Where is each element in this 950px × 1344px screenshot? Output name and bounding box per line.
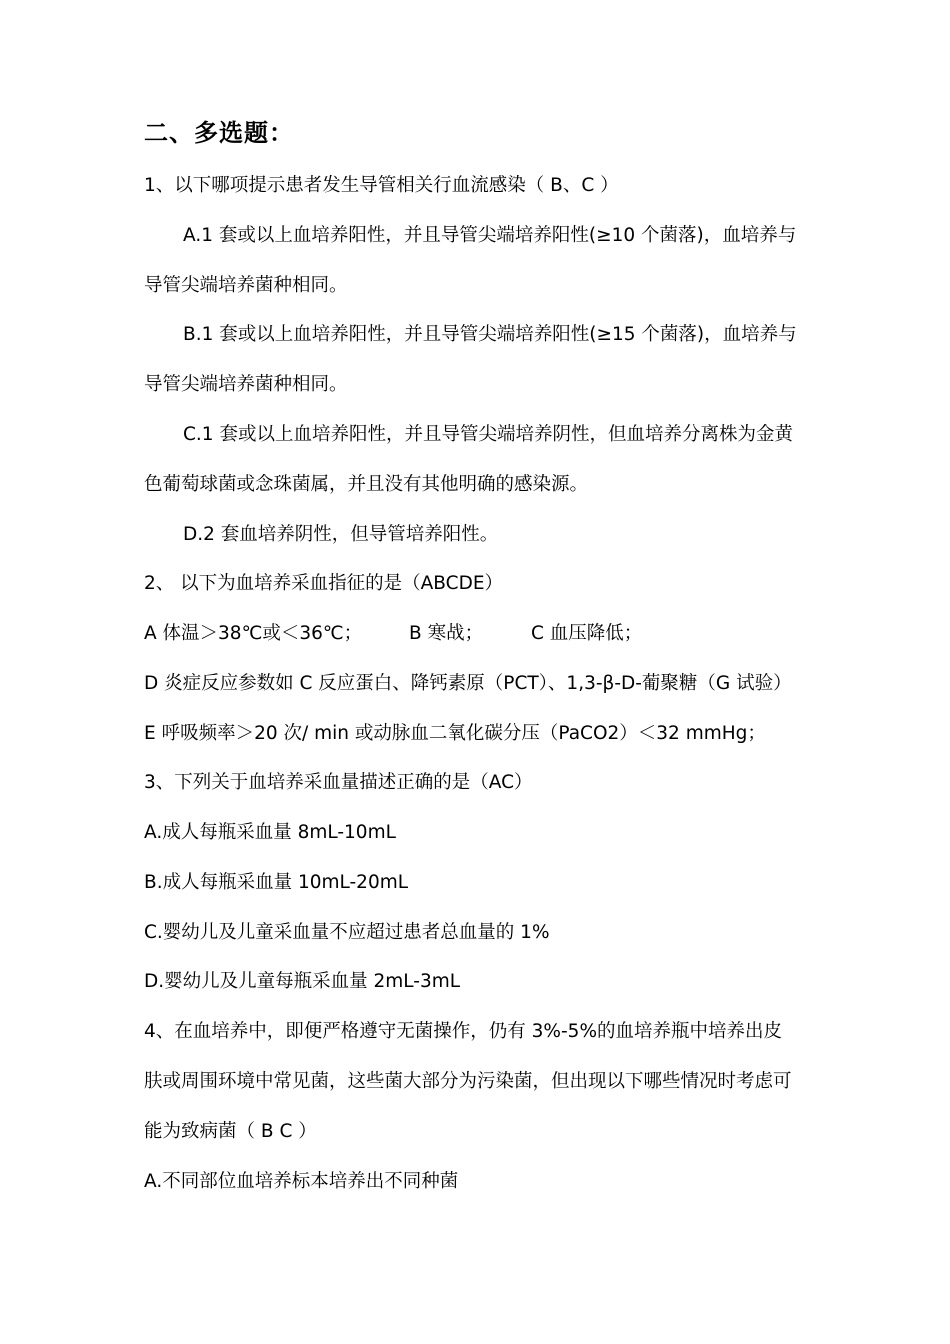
option-2b: B 寒战；: [409, 623, 484, 644]
option-1d: D.2 套血培养阴性，但导管培养阳性。: [183, 524, 499, 545]
option-2e: E 呼吸频率＞20 次/ min 或动脉血二氧化碳分压（PaCO2）＜32 mmHg；: [144, 723, 766, 744]
option-4a: A.不同部位血培养标本培养出不同种菌: [144, 1171, 459, 1192]
question-4-line2: 肤或周围环境中常见菌，这些菌大部分为污染菌，但出现以下哪些情况时考虑可: [144, 1071, 792, 1092]
section-heading: 二、多选题：: [144, 119, 294, 147]
question-2: 2、 以下为血培养采血指征的是（ABCDE）: [144, 573, 504, 594]
option-3a: A.成人每瓶采血量 8mL-10mL: [144, 822, 396, 843]
option-3d: D.婴幼儿及儿童每瓶采血量 2mL-3mL: [144, 971, 461, 992]
option-2a: A 体温＞38℃或＜36℃；: [144, 623, 363, 644]
question-2-options-abc: [144, 621, 642, 647]
question-4-line1: 4、在血培养中，即便严格遵守无菌操作，仍有 3%-5%的血培养瓶中培养出皮: [144, 1021, 783, 1042]
option-1a-line1: A.1 套或以上血培养阳性，并且导管尖端培养阳性(≥10 个菌落)，血培养与: [183, 225, 797, 246]
option-1b-line1: B.1 套或以上血培养阳性，并且导管尖端培养阳性(≥15 个菌落)，血培养与: [183, 324, 797, 345]
option-1a-line2: 导管尖端培养菌种相同。: [144, 275, 348, 296]
option-2d: D 炎症反应参数如 C 反应蛋白、降钙素原（PCT）、1,3-β-D-葡聚糖（G 试验）: [144, 673, 792, 694]
option-2c: C 血压降低；: [531, 623, 643, 644]
option-1b-line2: 导管尖端培养菌种相同。: [144, 374, 348, 395]
question-1: 1、以下哪项提示患者发生导管相关行血流感染（ B、C ）: [144, 175, 619, 196]
option-1c-line2: 色葡萄球菌或念珠菌属，并且没有其他明确的感染源。: [144, 474, 589, 495]
question-4-line3: 能为致病菌（ B C ）: [144, 1121, 317, 1142]
option-1c-line1: C.1 套或以上血培养阳性，并且导管尖端培养阴性，但血培养分离株为金黄: [183, 424, 793, 445]
option-3c: C.婴幼儿及儿童采血量不应超过患者总血量的 1%: [144, 922, 550, 943]
question-3: 3、下列关于血培养采血量描述正确的是（AC）: [144, 772, 533, 793]
option-3b: B.成人每瓶采血量 10mL-20mL: [144, 872, 409, 893]
